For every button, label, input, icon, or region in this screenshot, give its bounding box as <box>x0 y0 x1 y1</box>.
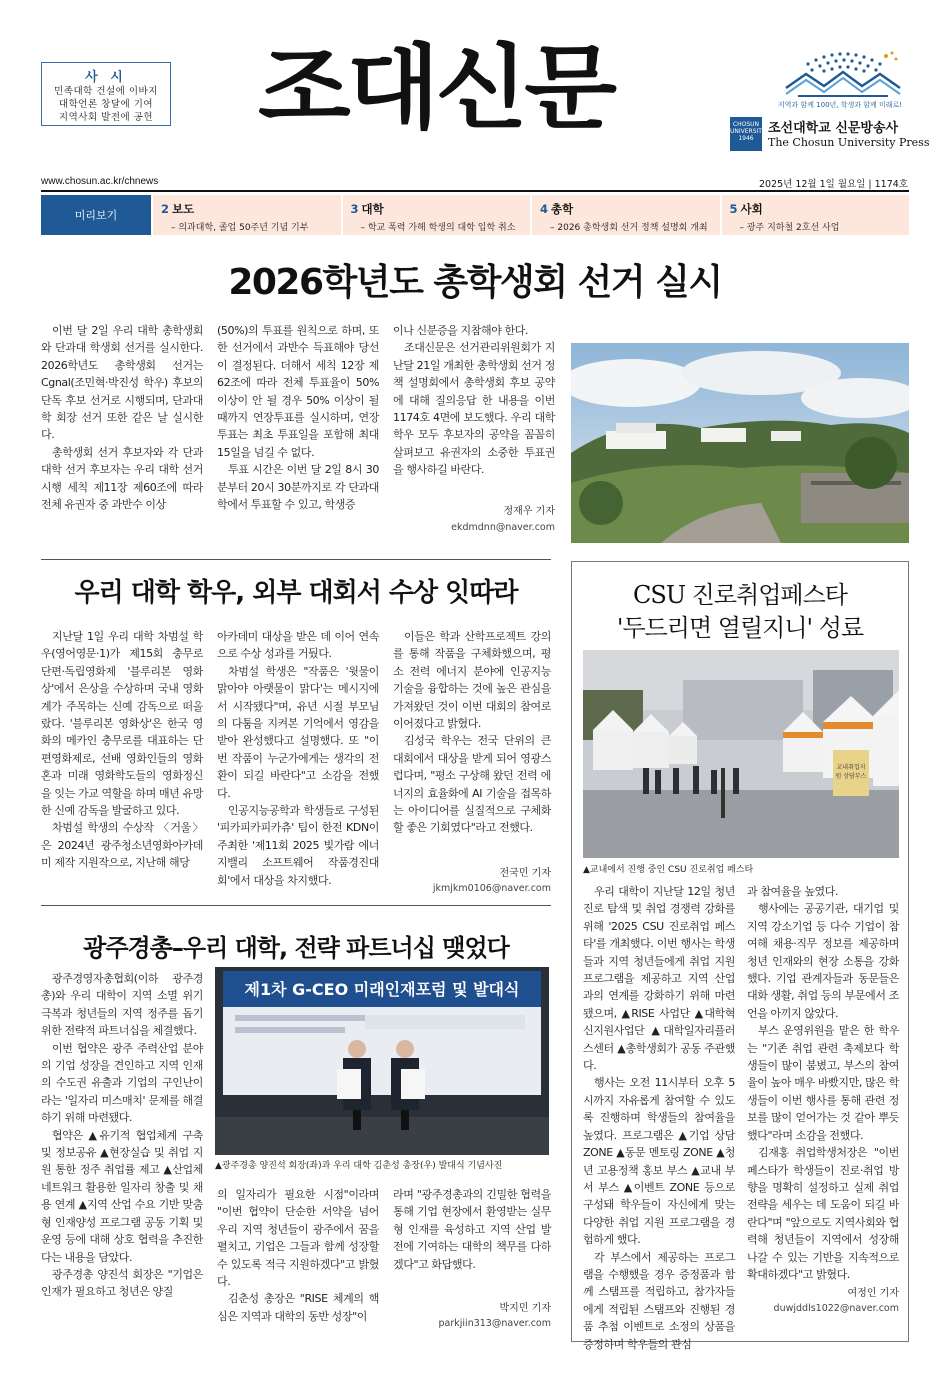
reporter-email[interactable]: parkjiin313@naver.com <box>438 1318 551 1329</box>
article-column <box>583 883 735 1353</box>
paragraph: 김성국 학우는 전국 단위의 큰 대회에서 대상을 받게 되어 영광스럽다며, "평소 구상해 왔던 전력 에너지의 효율화에 AI 기술을 접목하는 아이디어를 실질적으로 구체화할 좋은 기회였다"라고 전했다. <box>393 734 551 835</box>
paragraph: 인공지능공학과 학생들로 구성된 '피카피카피카츄' 팀이 한전 KDN이 주최한 '제11회 2025 빛가람 에너지밸리 소프트웨어 작품경진대회'에서 대상을 차지했다. <box>217 804 379 887</box>
paragraph: 라며 "광주경총과의 긴밀한 협력을 통해 기업 현장에서 환영받는 실무형 인재를 육성하고 지역 산업 발전에 기여하는 대학의 책무를 다하겠다"고 화답했다. <box>393 1188 551 1271</box>
article-column <box>393 628 551 837</box>
booth-sign-text: 교내취업지원 상담부스 <box>835 764 867 780</box>
article-column <box>41 628 203 872</box>
event-banner-text: 제1차 G-CEO 미래인재포럼 및 발대식 <box>244 980 520 999</box>
article-column <box>41 322 203 513</box>
page-number: 2 <box>161 202 170 216</box>
article-headline: 광주경총–우리 대학, 전략 파트너십 맺었다 <box>83 934 509 962</box>
paragraph: 차범설 학생의 수상작 〈거울〉은 2024년 광주청소년영화아카데미 제작 지원작으로, 지난해 해당 <box>41 821 203 870</box>
motto-title: 사 시 <box>85 70 127 85</box>
divider <box>41 905 551 906</box>
article-headline-line1: CSU 진로취업페스타 <box>633 581 847 609</box>
paragraph: 부스 운영위원을 맡은 한 학우는 "기존 취업 관련 축제보다 학생들이 많이 붐볐고, 부스의 참여율이 높아 매우 바빴지만, 많은 학생들이 이번 행사를 통해 관련 정보를 많이 얻어가는 것 같아 뿌듯했다"라며 소감을 전했다. <box>747 1024 899 1142</box>
paragraph: 이번 협약은 광주 주력산업 분야의 기업 성장을 견인하고 지역 인재의 수도권 유출과 기업의 구인난이라는 '일자리 미스매치' 문제를 해결하기 위해 마련됐다. <box>41 1041 203 1125</box>
preview-section: 사회 <box>740 202 763 216</box>
university-seal-icon <box>730 117 766 151</box>
preview-summary: – 학교 폭력 가해 학생의 대학 입학 취소 <box>360 223 516 233</box>
article-column <box>747 883 899 1283</box>
page-number: 5 <box>729 202 738 216</box>
ceremony-photo <box>215 967 549 1155</box>
byline: 정재우 기자 <box>503 506 555 517</box>
campus-photo <box>571 343 909 543</box>
newspaper-title: 조대신문 <box>258 34 613 142</box>
press-name-ko: 조선대학교 신문방송사 <box>768 121 899 136</box>
reporter-email[interactable]: duwjddls1022@naver.com <box>773 1303 899 1314</box>
page-number: 3 <box>350 202 359 216</box>
preview-bar <box>41 195 909 235</box>
divider <box>41 190 909 192</box>
motto-line: 대학언론 창달에 기여 <box>58 99 154 110</box>
page-number: 4 <box>540 202 549 216</box>
divider <box>41 559 551 560</box>
reporter-email[interactable]: ekdmdnn@naver.com <box>451 522 555 533</box>
article-headline: 우리 대학 학우, 외부 대회서 수상 잇따라 <box>74 578 518 608</box>
motto-line: 민족대학 건설에 이바지 <box>54 86 158 97</box>
byline: 박지민 기자 <box>499 1303 551 1314</box>
article-column <box>217 1186 379 1325</box>
paragraph: (50%)의 투표를 원칙으로 하며, 또한 선거에서 과반수 득표해야 당선이 결정된다. 더해서 세칙 12장 제 62조에 따라 전체 투표율이 50% 이상이 안 될 경우 50% 이상이 될 때까지 연장투표를 실시하며, 연장투표는 최초 투표일을 포함해 최대 15일을 넘길 수 없다. <box>217 324 379 459</box>
paragraph: 이들은 학과 산학프로젝트 강의를 통해 작품을 구체화했으며, 평소 전력 에너지 분야에 인공지능 기술을 융합하는 것에 높은 관심을 가져왔던 것이 이번 대회의 참여로 이어졌다고 밝혔다. <box>393 630 551 731</box>
reporter-email[interactable]: jkmjkm0106@naver.com <box>432 883 551 894</box>
preview-section: 총학 <box>551 202 574 216</box>
paragraph: 이나 신분증을 지참해야 한다. <box>393 324 529 337</box>
paragraph: 투표 시간은 이번 달 2일 8시 30분부터 20시 30분까지로 각 단과대학에서 투표할 수 있고, 학생증 <box>217 463 379 512</box>
lead-headline: 2026학년도 총학생회 선거 실시 <box>228 262 722 303</box>
photo-caption: ▲교내에서 진행 중인 CSU 진로취업 페스타 <box>583 865 754 875</box>
slogan: 지역과 함께 100년, 학생과 함께 미래로! <box>777 101 903 109</box>
preview-item[interactable] <box>722 195 910 235</box>
article-column <box>41 970 203 1301</box>
university-anniversary-logo <box>778 48 908 102</box>
paragraph: 김재홍 취업학생처장은 "이번 페스타가 학생들이 진로·취업 방향을 명확히 설정하고 실제 취업 전략을 세우는 데 도움이 되길 바란다"며 "앞으로도 지역사회와 협력해 청년들이 지역에서 성장해 나갈 수 있는 기반을 지속적으로 확대하겠다"고 밝혔다. <box>747 1146 899 1281</box>
preview-item[interactable] <box>343 195 531 235</box>
issue-date: 2025년 12월 1일 월요일 | 1174호 <box>758 179 908 190</box>
paragraph: 김춘성 총장은 "RISE 체계의 핵심은 지역과 대학의 동반 성장"이 <box>217 1292 379 1323</box>
paragraph: 아카데미 대상을 받은 데 이어 연속으로 수상 성과를 거뒀다. <box>217 630 379 661</box>
byline: 전국민 기자 <box>499 868 551 879</box>
article-column <box>393 322 555 479</box>
preview-summary: – 광주 지하철 2호선 사업 <box>739 223 840 233</box>
paragraph: 협약은 ▲유기적 협업체계 구축 및 정보공유 ▲현장실습 및 취업 지원 통한 정주 취업률 제고 ▲산업체 네트워크 활용한 일자리 창출 및 채용 연계 ▲지역 산업 수요 기반 맞춤형 인재양성 프로그램 공동 기획 및 운영 등에 대해 상호 협력을 추진한다는 내용을 담았다. <box>41 1128 203 1264</box>
byline: 여정인 기자 <box>847 1288 899 1299</box>
preview-summary: – 의과대학, 졸업 50주년 기념 기부 <box>171 223 309 233</box>
website-url[interactable]: www.chosun.ac.kr/chnews <box>41 176 159 187</box>
seal-text: CHOSUN UNIVERSITY 1946 <box>730 121 766 142</box>
article-headline-line2: '두드리면 열릴지니' 성료 <box>616 614 864 642</box>
preview-item[interactable] <box>153 195 341 235</box>
paragraph: 광주경총 양진석 회장은 "기업은 인재가 필요하고 청년은 양질 <box>41 1267 203 1299</box>
paragraph: 행사는 오전 11시부터 오후 5시까지 자유롭게 참여할 수 있도록 진행하며 학생들의 참여율을 높였다. 프로그램은 ▲기업 상담 ZONE ▲동문 멘토링 ZONE ▲청년 고용정책 홍보 부스 ▲교내 부서 부스 ▲이벤트 ZONE 등으로 구성돼 학우들이 자신에게 맞는 다양한 취업 지원 프로그램을 경험하게 했다. <box>583 1076 735 1247</box>
article-column <box>393 1186 551 1273</box>
festa-photo <box>583 650 899 858</box>
paragraph: 행사에는 공공기관, 대기업 및 지역 강소기업 등 다수 기업이 참여해 채용·직무 정보를 제공하며 청년 인재와의 현장 소통을 강화했다. 기업 관계자들과 동문들은 대화 생활, 취업 등의 부문에서 조언을 아끼지 않았다. <box>747 902 899 1020</box>
preview-label: 미리보기 <box>41 195 151 235</box>
article-column <box>217 628 379 889</box>
paragraph: 우리 대학이 지난달 12일 청년 진로 탐색 및 취업 경쟁력 강화를 위해 '2025 CSU 진로취업 페스타'를 개최했다. 이번 행사는 학생들과 지역 청년들에게 취업 지원 프로그램을 제공하고 지역 산업과의 연계를 강화하기 위해 마련됐으며, ▲RISE 사업단 ▲대학혁신지원사업단 ▲대학일자리플러스센터 ▲총학생회가 공동 주관했다. <box>583 885 735 1073</box>
paragraph: 조대신문은 선거관리위원회가 지난달 21일 개최한 총학생회 선거 정책 설명회에서 총학생회 후보 공약에 대해 질의응답 한 내용을 이번 1174호 4면에 보도했다. 우리 대학 학우 모두 후보자의 공약을 꼼꼼히 살펴보고 유권자의 소중한 투표권을 행사하길 바란다. <box>393 341 555 477</box>
motto-box <box>41 62 171 126</box>
preview-section: 보도 <box>172 202 195 216</box>
preview-item[interactable] <box>532 195 720 235</box>
paragraph: 각 부스에서 제공하는 프로그램을 수행했을 경우 증정품과 함께 스탬프를 적립하고, 참가자들에게 적립된 스탬프와 진행된 경품 추첨 이벤트로 소정의 상품을 증정하며 학우들의 관심 <box>583 1250 735 1351</box>
paragraph: 과 참여율을 높였다. <box>747 885 839 898</box>
preview-section: 대학 <box>361 202 384 216</box>
photo-caption: ▲광주경총 양진석 회장(좌)과 우리 대학 김춘성 총장(우) 발대식 기념사진 <box>215 1161 503 1171</box>
paragraph: 지난달 1일 우리 대학 차범설 학우(영어영문·1)가 제15회 충무로 단편·독립영화제 '블루리본 영화상'에서 은상을 수상하며 국내 영화계가 주목하는 신예 감독으로 떠올랐다. '블루리본 영화상'은 한국 영화의 메카인 충무로를 대표하는 단편영화제로, 선배 영화인들의 영화혼과 미래 영화학도들의 영화정신을 잇는 가교 역할을 하며 매년 유망한 신예 감독을 발굴하고 있다. <box>41 630 203 818</box>
paragraph: 총학생회 선거 후보자와 각 단과대학 선거 후보자는 우리 대학 선거 시행 세칙 제11장 제60조에 따라 전체 유권자 중 과반수 이상 <box>41 445 203 512</box>
motto-line: 지역사회 발전에 공헌 <box>58 112 154 123</box>
paragraph: 의 일자리가 필요한 시점"이라며 "이번 협약이 단순한 서약을 넘어 우리 지역 청년들이 광주에서 꿈을 펼치고, 기업은 그들과 함께 성장할 수 있도록 적극 지원하겠다"고 밝혔다. <box>217 1188 379 1289</box>
paragraph: 이번 달 2일 우리 대학 총학생회와 단과대 학생회 선거를 실시한다. 2026학년도 총학생회 선거는 Cgnal(조민혁·박진성 학우) 후보의 단독 후보 선거로 시행되며, 단과대학 회장 선거 또한 같은 날 실시한다. <box>41 324 203 442</box>
press-name-en: The Chosun University Press <box>768 136 930 149</box>
festa-photo-graphic <box>583 650 899 858</box>
paragraph: 광주경영자총협회(이하 광주경총)와 우리 대학이 지역 소멸 위기 극복과 청년들의 지역 정주를 돕기 위한 전략적 파트너십을 체결했다. <box>41 972 203 1038</box>
preview-summary: – 2026 총학생회 선거 정책 설명회 개최 <box>550 223 708 233</box>
article-column <box>217 322 379 513</box>
paragraph: 차범설 학생은 "작품은 '윗물이 맑아야 아랫물이 맑다'는 메시지에서 시작됐다"며, 유년 시절 부모님의 다툼을 지켜본 기억에서 영감을 받아 완성했다고 설명했다. 또 "이번 작품이 누군가에게는 생각의 전환이 되길 바란다"고 소감을 전했다. <box>217 664 379 800</box>
